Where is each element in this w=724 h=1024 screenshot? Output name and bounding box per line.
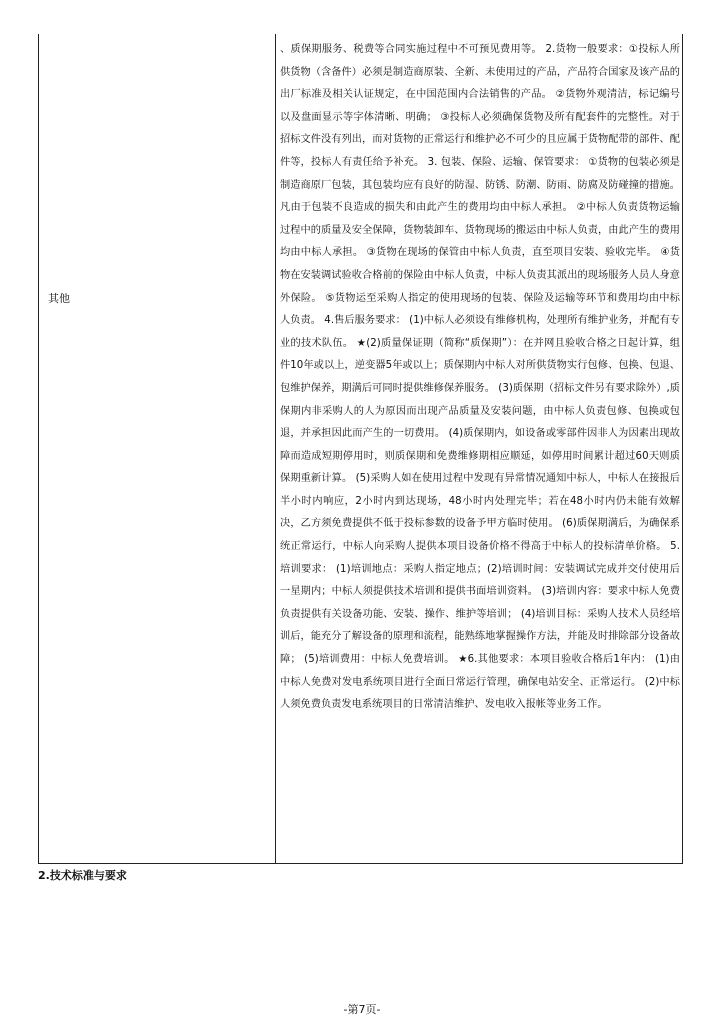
column-divider [275,34,276,863]
requirements-text: 、质保期服务、税费等合同实施过程中不可预见费用等。 2.货物一般要求：①投标人所供货物（含备件）必须是制造商原装、全新、未使用过的产品，产品符合国家及该产品的出厂标准及相关认证规定，在中国范围内合法销售的产品。 ②货物外观清洁，标记编号以及盘面显示等字体清晰、明确； ③投标人必须确保货物及所有配套件的完整性。对于招标文件没有列出，而对货物的正常运行和维护必不可少的且应属于货物配带的部件、配件等，投标人有责任给予补充。 3. 包装、保险、运输、保管要求： ①货物的包装必须是制造商原厂包装，其包装均应有良好的防湿、防锈、防潮、防雨、防腐及防碰撞的措施。凡由于包装不良造成的损失和由此产生的费用均由中标人承担。 ②中标人负责货物运输过程中的质量及安全保障，货物装卸车、货物现场的搬运由中标人负责，由此产生的费用均由中标人承担。 ③货物在现场的保管由中标人负责，直至项目安装、验收完毕。 ④货物在安装调试验收合格前的保险由中标人负责，中标人负责其派出的现场服务人员人身意外保险。 ⑤货物运至采购人指定的使用现场的包装、保险及运输等环节和费用均由中标人负责。 4.售后服务要求： (1)中标人必须设有维修机构，处理所有维护业务，并配有专业的技术队伍。 ★(2)质量保证期（简称“质保期”）：在并网且验收合格之日起计算，组件10年或以上，逆变器5年或以上；质保期内中标人对所供货物实行包修、包换、包退、包维护保养，期满后可同时提供维修保养服务。 (3)质保期（招标文件另有要求除外）,质保期内非采购人的人为原因而出现产品质量及安装问题，由中标人负责包修、包换或包退，并承担因此而产生的一切费用。 (4)质保期内，如设备或零部件因非人为因素出现故障而造成短期停用时，则质保期和免费维修期相应顺延，如停用时间累计超过60天则质保期重新计算。 (5)采购人如在使用过程中发现有异常情况通知中标人，中标人在接报后半小时内响应，2小时内到达现场，48小时内处理完毕；若在48小时内仍未能有效解决，乙方须免费提供不低于投标参数的设备予甲方临时使用。 (6)质保期满后，为确保系统正常运行，中标人向采购人提供本项目设备价格不得高于中标人的投标清单价格。 5.培训要求： (1)培训地点：采购人指定地点；(2)培训时间：安装调试完成并交付使用后一星期内；中标人须提供技术培训和提供书面培训资料。 (3)培训内容：要求中标人免费负责提供有关设备功能、安装、操作、维护等培训； (4)培训目标：采购人技术人员经培训后，能充分了解设备的原理和流程，能熟练地掌握操作方法，并能及时排除部分设备故障； (5)培训费用：中标人免费培训。 ★6.其他要求：本项目验收合格后1年内： (1)由中标人免费对发电系统项目进行全面日常运行管理，确保电站安全、正常运行。 (2)中标人须免费负责发电系统项目的日常清洁维护、发电收入报帐等业务工作。 [280,44,680,711]
section-heading: 2.技术标准与要求 [38,869,127,882]
page-number: -第7页- [343,1003,381,1016]
requirements-table [38,34,683,864]
row-label-other: 其他 [48,292,70,305]
